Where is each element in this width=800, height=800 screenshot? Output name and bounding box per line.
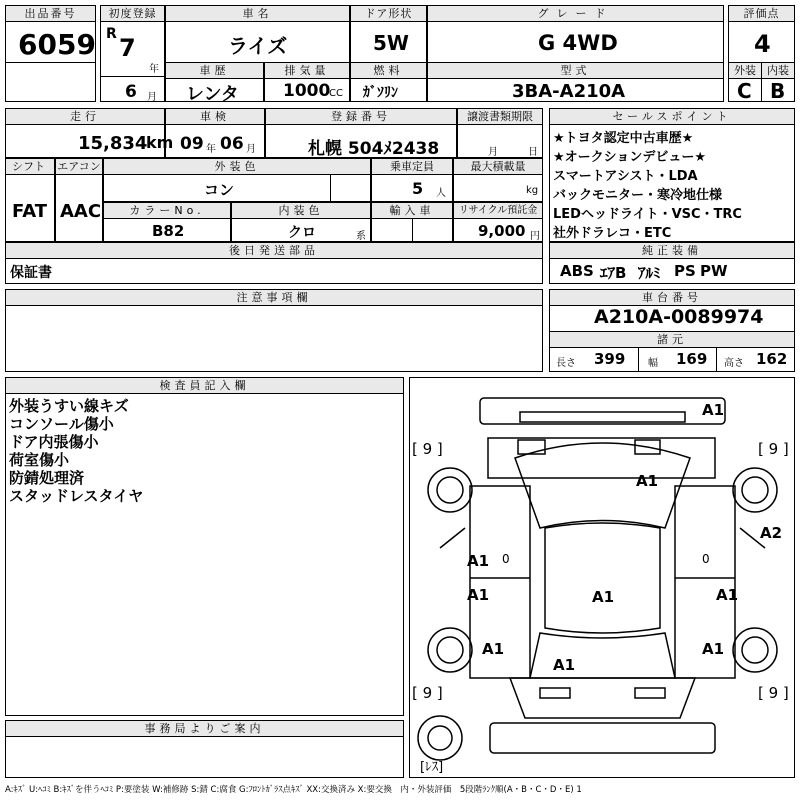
shift-cell (5, 158, 55, 242)
displacement-unit: CC (329, 88, 343, 99)
equipment-airbag: ｴｱB (600, 264, 627, 282)
inspection-month: 06 (220, 134, 244, 154)
shift-value: FAT (12, 201, 48, 222)
mileage-unit: km (146, 133, 174, 152)
tire-fr: [ 9 ] (758, 440, 789, 458)
first-registration-cell (100, 5, 165, 102)
sales-point-2: ★オークションデビュー★ (553, 150, 707, 165)
mark-left-front-door: A1 (467, 552, 490, 570)
inspector-line-1: 外装うすい線キズ (9, 397, 129, 415)
inspection-label: 車検 (166, 109, 264, 125)
height-label: 高さ (724, 358, 744, 369)
sales-point-5: LEDヘッドライト・VSC・TRC (553, 207, 742, 222)
mark-windshield: A1 (636, 472, 659, 490)
recycle-label: リサイクル預託金 (454, 203, 542, 219)
fuel-cell (350, 62, 427, 102)
capacity-value: 5 (412, 179, 424, 198)
aircon-value: AAC (60, 201, 102, 222)
aircon-cell (55, 158, 103, 242)
mark-right-rear-door: A1 (716, 586, 739, 604)
max-load-cell (453, 158, 543, 202)
import-cell (371, 202, 453, 242)
year-unit: 年 (149, 64, 159, 75)
transfer-label: 譲渡書類期限 (458, 109, 542, 125)
mark-roof: A1 (592, 588, 615, 606)
registration-label: 登録番号 (266, 109, 456, 125)
inspection-year: 09 (180, 134, 204, 154)
chassis-cell (549, 289, 795, 372)
inspector-label: 検査員記入欄 (6, 378, 403, 394)
width-label: 幅 (648, 358, 658, 369)
damage-map (409, 377, 795, 778)
mark-right-fender: A2 (760, 524, 783, 542)
history-value: レンタ (186, 84, 239, 105)
registration-value: 札幌 504ﾒ2438 (308, 139, 440, 159)
chassis-value: A210A-0089974 (594, 306, 764, 328)
exterior-grade-value: C (737, 79, 752, 103)
grade-value: G 4WD (538, 31, 618, 55)
chassis-label: 車台番号 (550, 290, 794, 306)
interior-grade-value: B (770, 79, 786, 103)
first-registration-label: 初度登録 (101, 6, 164, 22)
model-label: 型式 (428, 63, 723, 79)
zero-left: 0 (502, 552, 510, 566)
ext-color-value: コン (204, 181, 235, 199)
equipment-alloy: ｱﾙﾐ (638, 264, 661, 282)
color-no-label: カラーNo. (104, 203, 230, 219)
mark-right-quarter: A1 (702, 640, 725, 658)
capacity-cell (371, 158, 453, 202)
sales-points-cell (549, 108, 795, 242)
fuel-value: ｶﾞｿﾘﾝ (363, 85, 398, 101)
inspector-line-3: ドア内張傷小 (9, 433, 99, 451)
lot-number-label: 出品番号 (6, 6, 95, 22)
sales-point-4: バックモニター・寒冷地仕様 (553, 188, 723, 203)
car-diagram (410, 378, 794, 777)
door-cell (350, 5, 427, 63)
lot-number-value: 6059 (18, 28, 96, 61)
equipment-label: 純正装備 (550, 243, 794, 259)
displacement-cell (264, 62, 350, 102)
grade-cell (427, 5, 724, 63)
mark-rear-window: A1 (553, 656, 576, 674)
mark-left-quarter: A1 (482, 640, 505, 658)
notes-cell (5, 289, 543, 372)
door-label: ドア形状 (351, 6, 426, 22)
shift-label: シフト (6, 159, 54, 175)
legend: A:ｷｽﾞ U:ﾍｺﾐ B:ｷｽﾞを伴うﾍｺﾐ P:要塗装 W:補修跡 S:錆 C:腐食 G:ﾌﾛﾝﾄｶﾞﾗｽ点ｷｽﾞ XX:交換済み X:要交換 内・外装評価 5段階ﾗﾝｸ順(A・B・C・D・E) 1 (5, 785, 582, 795)
specs-label: 諸元 (550, 331, 794, 348)
mark-left-rear-door: A1 (467, 586, 490, 604)
history-cell (165, 62, 264, 105)
sales-point-3: スマートアシスト・LDA (553, 169, 698, 184)
transfer-cell (457, 108, 543, 158)
equipment-pw: PW (700, 262, 728, 280)
sales-point-6: 社外ドラレコ・ETC (553, 226, 672, 241)
sales-point-1: ★トヨタ認定中古車歴★ (553, 131, 694, 146)
recycle-unit: 円 (530, 231, 540, 242)
transfer-day-unit: 日 (528, 147, 538, 158)
capacity-unit: 人 (436, 188, 446, 199)
recycle-value: 9,000 (478, 222, 526, 240)
height-value: 162 (756, 350, 788, 368)
aircon-label: エアコン (57, 160, 101, 173)
score-value: 4 (754, 30, 771, 58)
inspector-line-5: 防錆処理済 (9, 469, 85, 487)
import-label: 輸入車 (372, 203, 452, 219)
int-color-unit: 系 (356, 231, 366, 242)
era-value: R (106, 26, 117, 42)
first-reg-month: 6 (125, 82, 137, 102)
width-value: 169 (676, 350, 708, 368)
mileage-value: 15,834 (78, 133, 148, 154)
mileage-cell (5, 108, 174, 158)
color-no-value: B82 (152, 222, 185, 240)
later-parts-label: 後日発送部品 (6, 243, 542, 259)
int-color-cell (231, 202, 371, 242)
inspector-line-4: 荷室傷小 (9, 451, 70, 469)
tire-fl: [ 9 ] (412, 440, 443, 458)
model-cell (427, 62, 724, 102)
office-cell (5, 720, 404, 778)
equipment-ps: PS (674, 262, 696, 280)
int-color-label: 内装色 (232, 203, 370, 219)
ext-color-cell (103, 158, 371, 202)
inspection-year-unit: 年 (206, 144, 216, 155)
transfer-month-unit: 月 (488, 147, 498, 158)
inspector-line-6: スタッドレスタイヤ (9, 487, 144, 505)
exterior-grade-cell (728, 62, 762, 102)
history-label: 車歴 (166, 63, 263, 79)
tire-rr: [ 9 ] (758, 684, 789, 702)
max-load-label: 最大積載量 (454, 159, 542, 175)
capacity-label: 乗車定員 (372, 159, 452, 175)
interior-grade-cell (761, 62, 795, 102)
tire-rl: [ 9 ] (412, 684, 443, 702)
door-value: 5W (373, 31, 409, 55)
notes-label: 注意事項欄 (6, 290, 542, 306)
score-label: 評価点 (729, 6, 794, 22)
length-value: 399 (594, 350, 626, 368)
exterior-grade-label: 外装 (729, 63, 761, 79)
color-no-cell (103, 202, 231, 242)
lot-number-cell (5, 5, 96, 102)
spare-mark: [ﾚｽ] (420, 760, 444, 775)
fuel-label: 燃料 (351, 63, 426, 79)
inspection-cell (165, 108, 265, 158)
month-unit: 月 (147, 92, 157, 103)
displacement-label: 排気量 (265, 63, 349, 79)
score-cell (728, 5, 795, 63)
zero-right: 0 (702, 552, 710, 566)
later-parts-cell (5, 242, 543, 284)
model-value: 3BA-A210A (512, 81, 626, 102)
equipment-abs: ABS (560, 262, 594, 280)
car-name-value: ライズ (228, 34, 288, 58)
sales-points-label: セールスポイント (550, 109, 794, 125)
car-name-cell (165, 5, 350, 63)
inspector-line-2: コンソール傷小 (9, 415, 114, 433)
first-reg-year: 7 (119, 34, 136, 62)
car-name-label: 車名 (166, 6, 349, 22)
inspector-cell (5, 377, 404, 716)
equipment-cell (549, 242, 795, 284)
displacement-value: 1000 (283, 81, 331, 101)
office-label: 事務局よりご案内 (6, 721, 403, 737)
max-load-unit: kg (526, 185, 539, 196)
interior-grade-label: 内装 (762, 63, 794, 79)
later-parts-value: 保証書 (10, 265, 52, 281)
mark-front-bumper: A1 (702, 401, 725, 419)
ext-color-label: 外装色 (104, 159, 370, 175)
registration-cell (265, 108, 457, 158)
recycle-cell (453, 202, 543, 242)
inspection-month-unit: 月 (246, 144, 256, 155)
int-color-value: クロ (288, 225, 316, 241)
grade-label: グレード (428, 6, 723, 22)
mileage-label: 走行 (6, 109, 164, 125)
length-label: 長さ (556, 358, 576, 369)
